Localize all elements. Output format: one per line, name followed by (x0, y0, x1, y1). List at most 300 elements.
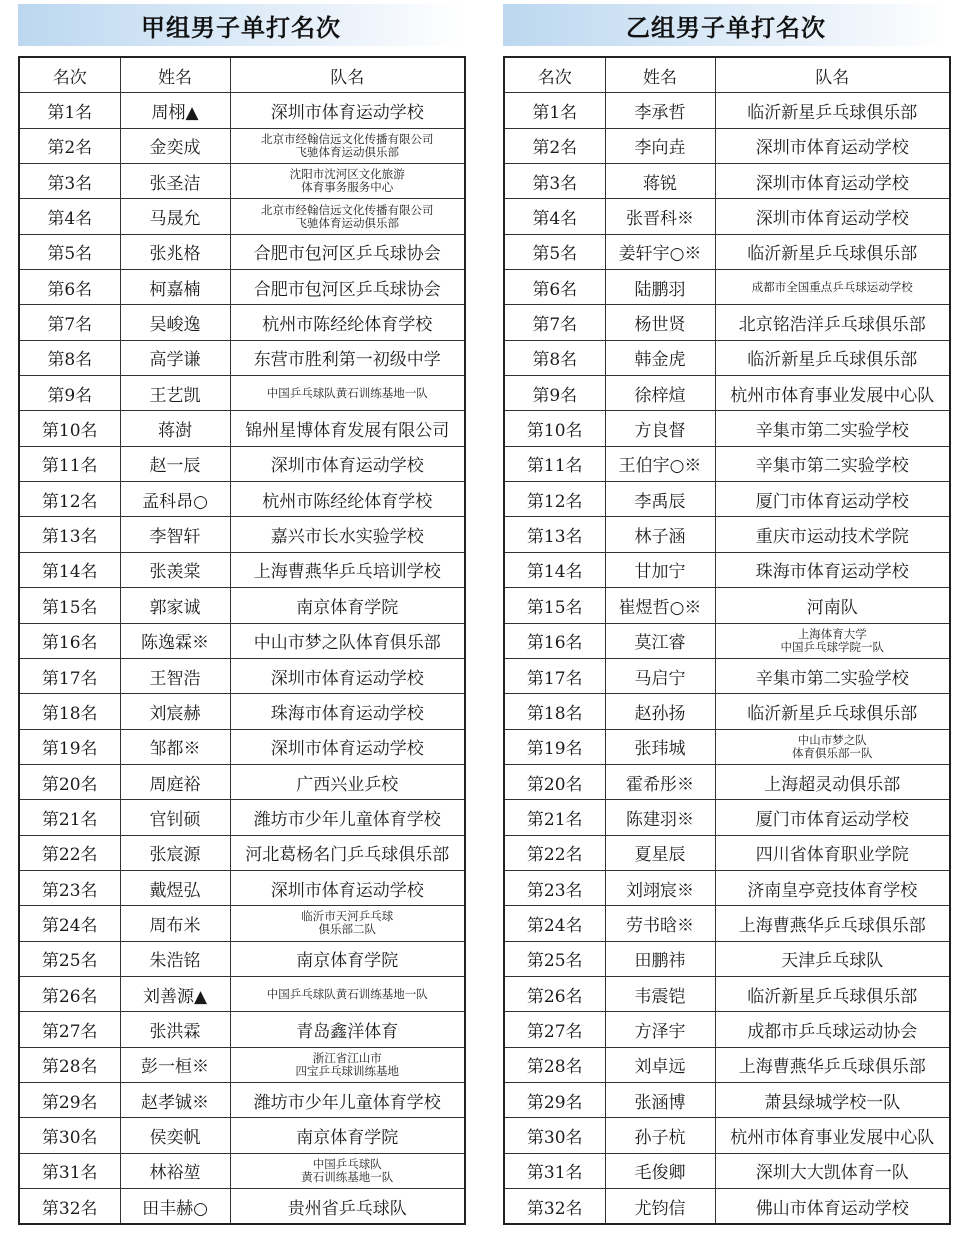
player-name-cell: 马启宁 (605, 658, 715, 693)
table-row (19, 588, 465, 623)
team-name-line: 济南皇亭竞技体育学校 (747, 880, 918, 901)
team-name-line: 贵州省乒乓球队 (287, 1198, 407, 1219)
table-row (19, 1012, 465, 1047)
table-row (504, 517, 950, 552)
team-name-line: 萧县绿城学校一队 (764, 1092, 901, 1113)
rank-cell: 第8名 (504, 340, 605, 375)
team-name-cell (715, 800, 950, 835)
rank-cell: 第24名 (504, 906, 605, 941)
player-name-cell: 张兆格 (120, 234, 230, 269)
player-name-cell: 刘卓远 (605, 1047, 715, 1082)
team-name-cell (230, 1082, 465, 1117)
table-header-row (504, 57, 950, 93)
team-name-cell (715, 270, 950, 305)
player-name-cell: 赵孝铖※ (120, 1082, 230, 1117)
player-name-cell: 徐梓煊 (605, 376, 715, 411)
header-name: 姓名 (120, 57, 230, 93)
rank-cell: 第12名 (504, 482, 605, 517)
table-row (19, 729, 465, 764)
table-row (504, 1153, 950, 1188)
rank-cell: 第30名 (19, 1118, 120, 1153)
team-name-cell (230, 128, 465, 163)
table-row (504, 305, 950, 340)
team-name-line: 浙江省江山市 (312, 1050, 382, 1065)
table-row (19, 93, 465, 128)
rank-cell: 第28名 (504, 1047, 605, 1082)
table-row (19, 199, 465, 234)
table-row (504, 482, 950, 517)
team-name-line: 成都市全国重点乒乓球运动学校 (751, 279, 913, 294)
rank-cell: 第13名 (504, 517, 605, 552)
rank-cell: 第13名 (19, 517, 120, 552)
group-b-table (503, 56, 951, 1225)
team-name-line: 成都市乒乓球运动协会 (747, 1021, 918, 1042)
team-name-cell (230, 1012, 465, 1047)
rank-cell: 第8名 (19, 340, 120, 375)
table-row (19, 941, 465, 976)
team-name-line: 临沂新星乒乓球俱乐部 (747, 350, 918, 371)
team-name-cell (230, 623, 465, 658)
team-name-line: 体育事务服务中心 (301, 180, 394, 195)
player-name-cell: 张晋科※ (605, 199, 715, 234)
rank-cell: 第20名 (504, 764, 605, 799)
player-name-cell: 邹都※ (120, 729, 230, 764)
team-name-line: 深圳市体育运动学校 (270, 103, 424, 124)
rank-cell: 第24名 (19, 906, 120, 941)
table-row (504, 376, 950, 411)
team-name-line: 上海超灵动俱乐部 (764, 774, 901, 795)
table-row (504, 1118, 950, 1153)
team-name-line: 广西兴业乒校 (296, 774, 399, 795)
team-name-line: 东营市胜利第一初级中学 (253, 350, 441, 371)
team-name-line: 潍坊市少年儿童体育学校 (253, 809, 441, 830)
rank-cell: 第26名 (504, 976, 605, 1011)
team-name-line: 中国乒乓球队 (312, 1156, 382, 1171)
table-row (504, 658, 950, 693)
rank-cell: 第1名 (19, 93, 120, 128)
group-a-rows (19, 93, 465, 1225)
table-row (504, 1047, 950, 1082)
rank-cell: 第19名 (19, 729, 120, 764)
player-name-cell: 霍希彤※ (605, 764, 715, 799)
team-name-cell (715, 1047, 950, 1082)
team-name-line: 中山市梦之队体育俱乐部 (253, 633, 441, 654)
team-name-line: 嘉兴市长水实验学校 (270, 527, 424, 548)
header-team: 队名 (230, 57, 465, 93)
team-name-cell (230, 199, 465, 234)
team-name-line: 辛集市第二实验学校 (755, 668, 909, 689)
player-name-cell: 林裕堃 (120, 1153, 230, 1188)
player-name-cell: 柯嘉楠 (120, 270, 230, 305)
team-name-cell (715, 376, 950, 411)
rank-cell: 第5名 (504, 234, 605, 269)
table-row (19, 446, 465, 481)
rank-cell: 第10名 (19, 411, 120, 446)
team-name-line: 四宝乒乓球训练基地 (295, 1063, 399, 1078)
player-name-cell: 张宸源 (120, 835, 230, 870)
player-name-cell: 陈逸霖※ (120, 623, 230, 658)
table-row (504, 164, 950, 199)
rank-cell: 第6名 (504, 270, 605, 305)
team-name-line: 沈阳市沈河区文化旅游 (289, 167, 405, 182)
table-row (19, 128, 465, 163)
table-row (504, 93, 950, 128)
table-row (504, 552, 950, 587)
team-name-cell (715, 870, 950, 905)
table-row (19, 1047, 465, 1082)
team-name-line: 深圳大大凯体育一队 (755, 1163, 909, 1184)
player-name-cell: 田丰赫○ (120, 1189, 230, 1225)
table-row (19, 376, 465, 411)
player-name-cell: 王伯宇○※ (605, 446, 715, 481)
team-name-line: 临沂新星乒乓球俱乐部 (747, 103, 918, 124)
player-name-cell: 王智浩 (120, 658, 230, 693)
rank-cell: 第21名 (19, 800, 120, 835)
table-row (19, 1118, 465, 1153)
player-name-cell: 杨世贤 (605, 305, 715, 340)
rank-cell: 第26名 (19, 976, 120, 1011)
table-row (19, 870, 465, 905)
table-row (504, 340, 950, 375)
rank-cell: 第29名 (504, 1082, 605, 1117)
table-row (504, 1082, 950, 1117)
rank-cell: 第16名 (504, 623, 605, 658)
player-name-cell: 李禹辰 (605, 482, 715, 517)
table-row (19, 517, 465, 552)
team-name-cell (230, 164, 465, 199)
player-name-cell: 侯奕帆 (120, 1118, 230, 1153)
team-name-cell (715, 1153, 950, 1188)
team-name-cell (230, 764, 465, 799)
player-name-cell: 高学谦 (120, 340, 230, 375)
player-name-cell: 甘加宁 (605, 552, 715, 587)
header-team: 队名 (715, 57, 950, 93)
team-name-cell (230, 835, 465, 870)
team-name-line: 临沂新星乒乓球俱乐部 (747, 986, 918, 1007)
table-row (19, 1082, 465, 1117)
rank-cell: 第14名 (19, 552, 120, 587)
rank-cell: 第3名 (504, 164, 605, 199)
player-name-cell: 周栩▲ (120, 93, 230, 128)
rank-cell: 第21名 (504, 800, 605, 835)
team-name-cell (230, 800, 465, 835)
player-name-cell: 刘宸赫 (120, 694, 230, 729)
table-row (504, 976, 950, 1011)
table-row (19, 906, 465, 941)
rank-cell: 第11名 (19, 446, 120, 481)
player-name-cell: 莫江睿 (605, 623, 715, 658)
table-row (504, 906, 950, 941)
player-name-cell: 郭家诚 (120, 588, 230, 623)
player-name-cell: 彭一桓※ (120, 1047, 230, 1082)
team-name-cell (230, 941, 465, 976)
team-name-line: 中国乒乓球学院一队 (780, 639, 884, 654)
table-row (19, 270, 465, 305)
team-name-line: 上海曹燕华乒乓球俱乐部 (738, 1057, 926, 1078)
rank-cell: 第1名 (504, 93, 605, 128)
team-name-cell (715, 1189, 950, 1225)
team-name-cell (230, 1047, 465, 1082)
header-rank: 名次 (504, 57, 605, 93)
team-name-cell (230, 1118, 465, 1153)
team-name-line: 深圳市体育运动学校 (755, 138, 909, 159)
team-name-line: 辛集市第二实验学校 (755, 421, 909, 442)
team-name-line: 青岛鑫洋体育 (296, 1021, 399, 1042)
player-name-cell: 马晟允 (120, 199, 230, 234)
rank-cell: 第23名 (19, 870, 120, 905)
rank-cell: 第22名 (504, 835, 605, 870)
team-name-cell (715, 93, 950, 128)
table-row (504, 199, 950, 234)
player-name-cell: 周布米 (120, 906, 230, 941)
team-name-line: 中国乒乓球队黄石训练基地一队 (266, 385, 428, 400)
player-name-cell: 张洪霖 (120, 1012, 230, 1047)
player-name-cell: 吴峻逸 (120, 305, 230, 340)
team-name-cell (230, 446, 465, 481)
table-row (19, 976, 465, 1011)
team-name-cell (230, 482, 465, 517)
rank-cell: 第9名 (19, 376, 120, 411)
player-name-cell: 田鹏祎 (605, 941, 715, 976)
rank-cell: 第9名 (504, 376, 605, 411)
table-row (19, 800, 465, 835)
team-name-cell (715, 482, 950, 517)
team-name-cell (230, 93, 465, 128)
team-name-cell (715, 517, 950, 552)
rank-cell: 第20名 (19, 764, 120, 799)
team-name-cell (230, 658, 465, 693)
rank-cell: 第2名 (504, 128, 605, 163)
rank-cell: 第3名 (19, 164, 120, 199)
player-name-cell: 李向垚 (605, 128, 715, 163)
player-name-cell: 姜轩宇○※ (605, 234, 715, 269)
team-name-cell (715, 764, 950, 799)
team-name-line: 临沂新星乒乓球俱乐部 (747, 703, 918, 724)
player-name-cell: 孙子杭 (605, 1118, 715, 1153)
team-name-cell (230, 588, 465, 623)
table-row (19, 764, 465, 799)
rank-cell: 第25名 (19, 941, 120, 976)
team-name-line: 深圳市体育运动学校 (755, 209, 909, 230)
table-row (19, 694, 465, 729)
player-name-cell: 崔煜哲○※ (605, 588, 715, 623)
team-name-line: 佛山市体育运动学校 (755, 1198, 909, 1219)
group-a-table (18, 56, 466, 1225)
table-row (19, 164, 465, 199)
rank-cell: 第15名 (19, 588, 120, 623)
table-row (504, 835, 950, 870)
player-name-cell: 朱浩铭 (120, 941, 230, 976)
player-name-cell: 张羡棠 (120, 552, 230, 587)
rank-cell: 第27名 (504, 1012, 605, 1047)
rank-cell: 第4名 (504, 199, 605, 234)
team-name-line: 杭州市体育事业发展中心队 (730, 385, 935, 406)
team-name-line: 合肥市包河区乒乓球协会 (253, 244, 441, 265)
player-name-cell: 李智轩 (120, 517, 230, 552)
team-name-cell (715, 446, 950, 481)
team-name-line: 上海曹燕华乒乓球俱乐部 (738, 915, 926, 936)
player-name-cell: 赵孙扬 (605, 694, 715, 729)
player-name-cell: 韩金虎 (605, 340, 715, 375)
player-name-cell: 张涵博 (605, 1082, 715, 1117)
rank-cell: 第17名 (19, 658, 120, 693)
team-name-cell (230, 270, 465, 305)
team-name-cell (715, 411, 950, 446)
rank-cell: 第32名 (504, 1189, 605, 1225)
rank-cell: 第7名 (19, 305, 120, 340)
team-name-line: 珠海市体育运动学校 (270, 703, 424, 724)
player-name-cell: 蒋锐 (605, 164, 715, 199)
rank-cell: 第17名 (504, 658, 605, 693)
team-name-line: 飞驰体育运动俱乐部 (295, 215, 399, 230)
rank-cell: 第31名 (504, 1153, 605, 1188)
rank-cell: 第4名 (19, 199, 120, 234)
team-name-cell (230, 234, 465, 269)
table-row (19, 234, 465, 269)
team-name-line: 北京铭浩洋乒乓球俱乐部 (738, 315, 926, 336)
team-name-line: 厦门市体育运动学校 (755, 809, 909, 830)
player-name-cell: 陈建羽※ (605, 800, 715, 835)
player-name-cell: 周庭裕 (120, 764, 230, 799)
team-name-line: 辛集市第二实验学校 (755, 456, 909, 477)
player-name-cell: 韦震铠 (605, 976, 715, 1011)
player-name-cell: 毛俊卿 (605, 1153, 715, 1188)
rank-cell: 第29名 (19, 1082, 120, 1117)
table-row (504, 764, 950, 799)
table-row (504, 588, 950, 623)
team-name-line: 北京市经翰信远文化传播有限公司 (261, 202, 434, 217)
table-row (504, 234, 950, 269)
player-name-cell: 金奕成 (120, 128, 230, 163)
team-name-line: 上海曹燕华乒乓培训学校 (253, 562, 441, 583)
table-row (19, 1189, 465, 1225)
team-name-line: 深圳市体育运动学校 (270, 668, 424, 689)
team-name-cell (715, 234, 950, 269)
player-name-cell: 尤钧信 (605, 1189, 715, 1225)
team-name-cell (715, 729, 950, 764)
table-row (504, 729, 950, 764)
team-name-line: 杭州市陈经纶体育学校 (262, 315, 433, 336)
table-row (504, 694, 950, 729)
table-row (504, 1012, 950, 1047)
team-name-cell (230, 517, 465, 552)
team-name-line: 南京体育学院 (296, 597, 399, 618)
group-a-panel (18, 4, 464, 1225)
table-row (504, 941, 950, 976)
team-name-line: 南京体育学院 (296, 1127, 399, 1148)
team-name-cell (715, 128, 950, 163)
rank-cell: 第19名 (504, 729, 605, 764)
team-name-line: 临沂新星乒乓球俱乐部 (747, 244, 918, 265)
header-name: 姓名 (605, 57, 715, 93)
team-name-cell (715, 1082, 950, 1117)
player-name-cell: 戴煜弘 (120, 870, 230, 905)
table-row (504, 623, 950, 658)
rank-cell: 第10名 (504, 411, 605, 446)
player-name-cell: 张圣洁 (120, 164, 230, 199)
player-name-cell: 林子涵 (605, 517, 715, 552)
team-name-cell (230, 552, 465, 587)
player-name-cell: 方良督 (605, 411, 715, 446)
table-row (19, 411, 465, 446)
table-row (19, 305, 465, 340)
team-name-cell (230, 729, 465, 764)
team-name-cell (715, 588, 950, 623)
player-name-cell: 劳书晗※ (605, 906, 715, 941)
rank-cell: 第27名 (19, 1012, 120, 1047)
team-name-cell (715, 164, 950, 199)
player-name-cell: 张玮城 (605, 729, 715, 764)
table-row (504, 128, 950, 163)
team-name-line: 体育俱乐部一队 (792, 745, 873, 760)
team-name-line: 中国乒乓球队黄石训练基地一队 (266, 986, 428, 1001)
rank-cell: 第23名 (504, 870, 605, 905)
team-name-cell (230, 376, 465, 411)
team-name-cell (230, 305, 465, 340)
team-name-line: 杭州市陈经纶体育学校 (262, 491, 433, 512)
team-name-cell (230, 976, 465, 1011)
table-row (19, 1153, 465, 1188)
rank-cell: 第11名 (504, 446, 605, 481)
team-name-cell (715, 658, 950, 693)
team-name-line: 厦门市体育运动学校 (755, 491, 909, 512)
team-name-cell (230, 1153, 465, 1188)
team-name-cell (715, 835, 950, 870)
team-name-cell (715, 199, 950, 234)
rank-cell: 第25名 (504, 941, 605, 976)
player-name-cell: 李承哲 (605, 93, 715, 128)
team-name-line: 河南队 (806, 597, 858, 618)
rank-cell: 第18名 (19, 694, 120, 729)
team-name-line: 四川省体育职业学院 (755, 845, 909, 866)
player-name-cell: 刘善源▲ (120, 976, 230, 1011)
table-row (19, 835, 465, 870)
rank-cell: 第6名 (19, 270, 120, 305)
team-name-line: 黄石训练基地一队 (301, 1169, 394, 1184)
rank-cell: 第30名 (504, 1118, 605, 1153)
team-name-cell (715, 694, 950, 729)
player-name-cell: 王艺凯 (120, 376, 230, 411)
table-row (19, 482, 465, 517)
team-name-cell (230, 411, 465, 446)
team-name-cell (715, 305, 950, 340)
rank-cell: 第31名 (19, 1153, 120, 1188)
team-name-line: 深圳市体育运动学校 (270, 456, 424, 477)
team-name-line: 锦州星博体育发展有限公司 (245, 421, 450, 442)
team-name-cell (715, 941, 950, 976)
team-name-cell (230, 870, 465, 905)
team-name-line: 俱乐部二队 (318, 922, 376, 937)
team-name-cell (715, 1012, 950, 1047)
player-name-cell: 刘翊宸※ (605, 870, 715, 905)
team-name-cell (715, 976, 950, 1011)
rank-cell: 第2名 (19, 128, 120, 163)
player-name-cell: 官钊硕 (120, 800, 230, 835)
team-name-line: 珠海市体育运动学校 (755, 562, 909, 583)
rank-cell: 第7名 (504, 305, 605, 340)
player-name-cell: 孟科昂○ (120, 482, 230, 517)
group-b-panel (503, 4, 949, 1225)
team-name-cell (715, 340, 950, 375)
team-name-line: 杭州市体育事业发展中心队 (730, 1127, 935, 1148)
team-name-line: 上海体育大学 (797, 626, 867, 641)
rank-cell: 第22名 (19, 835, 120, 870)
table-row (19, 552, 465, 587)
group-b-title: 乙组男子单打名次 (503, 4, 949, 46)
group-b-rows (504, 93, 950, 1225)
team-name-cell (230, 694, 465, 729)
table-row (19, 623, 465, 658)
